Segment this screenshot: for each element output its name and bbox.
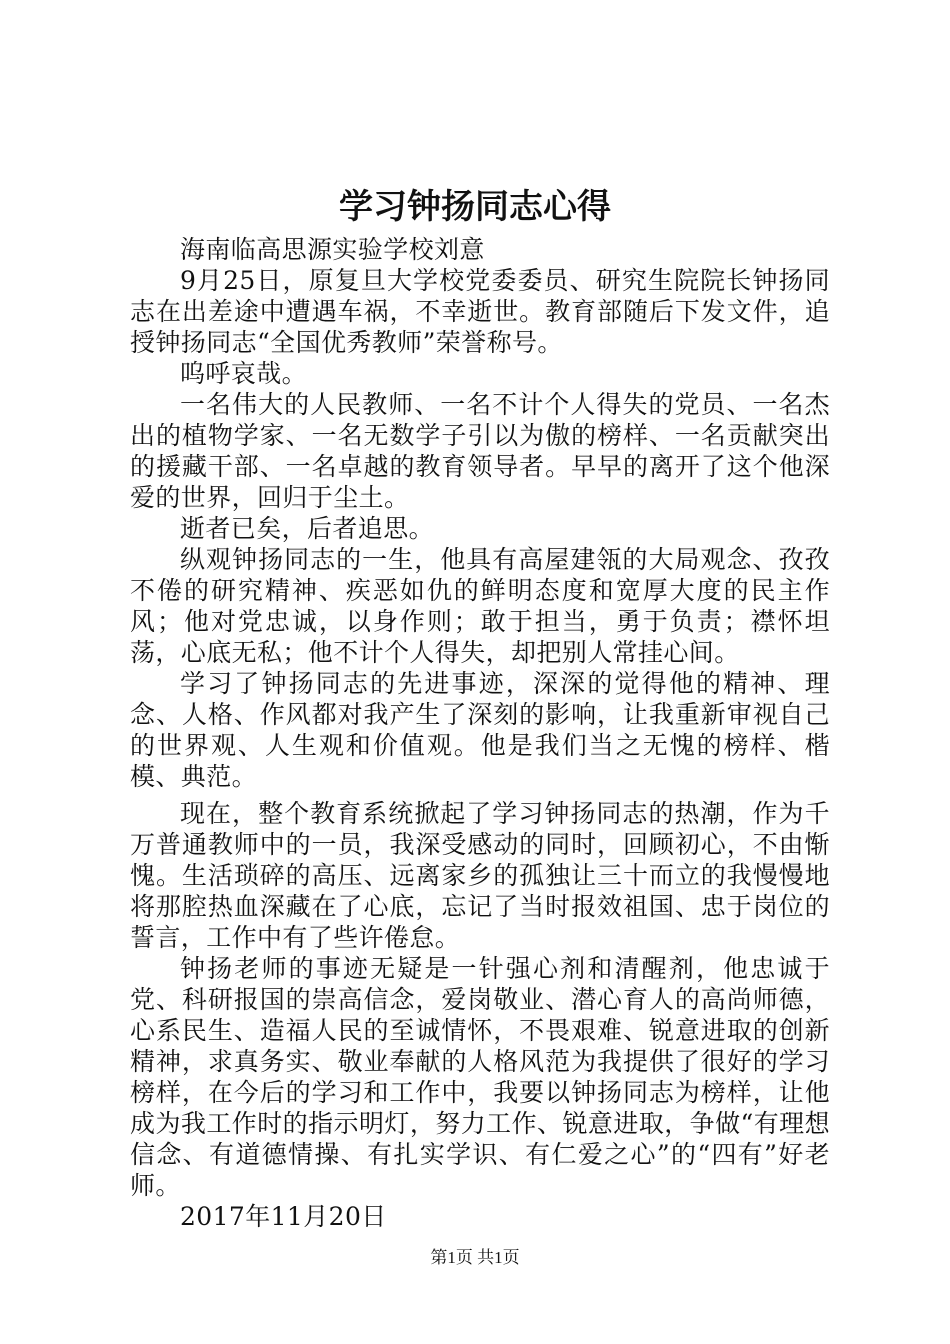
document-body: [130, 234, 830, 1232]
paragraph: 呜呼哀哉。: [180, 359, 308, 388]
paragraph: 现在，整个教育系统掀起了学习钟扬同志的热潮，作为千万普通教师中的一员，我深受感动的同时，回顾初心，不由惭愧。生活琐碎的高压、远离家乡的孤独让三十而立的我慢慢地将那腔热血深藏在了心底，忘记了当时报效祖国、忠于岗位的誓言，工作中有了些许倦怠。: [130, 799, 830, 952]
document-title: 学习钟扬同志心得: [339, 187, 611, 227]
page-footer: 第1页 共1页: [430, 1248, 520, 1267]
date-line: 2017年11月20日: [180, 1202, 387, 1231]
paragraph: 9月25日，原复旦大学校党委委员、研究生院院长钟扬同志在出差途中遭遇车祸，不幸逝世。教育部随后下发文件，追授钟扬同志“全国优秀教师”荣誉称号。: [130, 266, 830, 357]
author-line: 海南临高思源实验学校刘意: [180, 235, 485, 264]
paragraph: 钟扬老师的事迹无疑是一针强心剂和清醒剂，他忠诚于党、科研报国的崇高信念，爱岗敬业、潜心育人的高尚师德，心系民生、造福人民的至诚情怀，不畏艰难、锐意进取的创新精神，求真务实、敬业奉献的人格风范为我提供了很好的学习榜样，在今后的学习和工作中，我要以钟扬同志为榜样，让他成为我工作时的指示明灯，努力工作、锐意进取，争做“有理想信念、有道德情操、有扎实学识、有仁爱之心”的“四有”好老师。: [130, 954, 830, 1200]
paragraph: 学习了钟扬同志的先进事迹，深深的觉得他的精神、理念、人格、作风都对我产生了深刻的影响，让我重新审视自己的世界观、人生观和价值观。他是我们当之无愧的榜样、楷模、典范。: [130, 669, 830, 791]
paragraph: 逝者已矣，后者追思。: [180, 514, 435, 543]
paragraph: 一名伟大的人民教师、一名不计个人得失的党员、一名杰出的植物学家、一名无数学子引以为傲的榜样、一名贡献突出的援藏干部、一名卓越的教育领导者。早早的离开了这个他深爱的世界，回归于尘土。: [130, 390, 830, 512]
paragraph: 纵观钟扬同志的一生，他具有高屋建瓴的大局观念、孜孜不倦的研究精神、疾恶如仇的鲜明态度和宽厚大度的民主作风；他对党忠诚，以身作则；敢于担当，勇于负责；襟怀坦荡，心底无私；他不计个人得失，却把别人常挂心间。: [130, 545, 830, 667]
